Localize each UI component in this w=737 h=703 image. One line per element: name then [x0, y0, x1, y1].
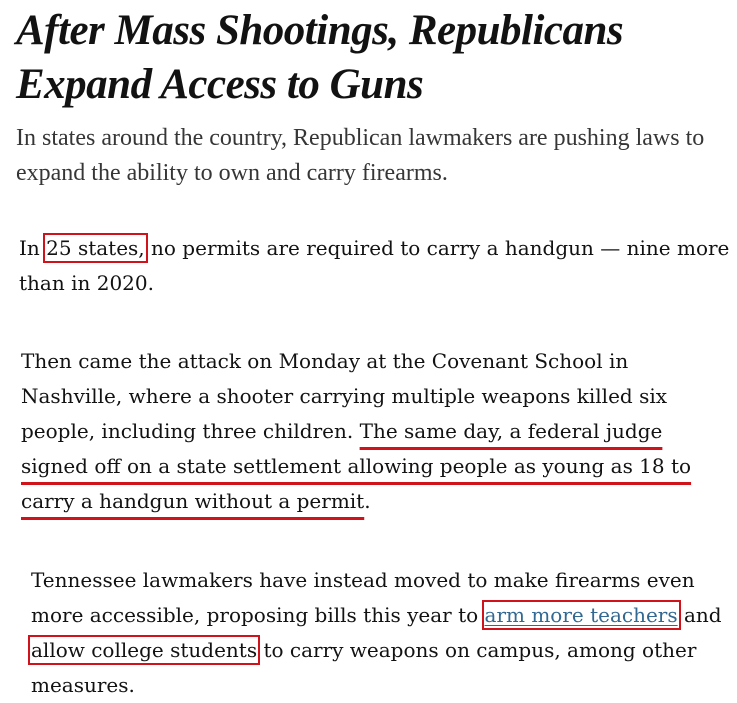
p1-text-pre: In: [19, 236, 47, 260]
p2-text-post: .: [364, 489, 371, 513]
p3-text-mid: and: [677, 603, 722, 627]
p3-text-post: to carry weapons on campus, among other measures.: [31, 638, 697, 697]
highlight-box-25-states[interactable]: 25 states,: [46, 236, 145, 260]
p1-text-post: no permits are required to carry a handgun — nine more than in 2020.: [19, 236, 730, 295]
article-summary: In states around the country, Republican lawmakers are pushing laws to expand the ability to own and carry firearms.: [16, 125, 705, 186]
p3-text-pre: Tennessee lawmakers have instead moved to make firearms even more accessible, proposing bills this year to: [31, 568, 695, 627]
p2-text-pre: Then came the attack on Monday at the Covenant School in Nashville, where a shooter carrying multiple weapons killed six people, including three children.: [21, 349, 668, 443]
headline: After Mass Shootings, Republicans Expand Access to Guns: [16, 7, 624, 108]
highlight-box-college-students[interactable]: allow college students: [31, 638, 258, 662]
paragraph-nashville: [21, 344, 733, 519]
paragraph-permits: [19, 231, 731, 301]
paragraph-tennessee: [31, 563, 733, 703]
highlight-underline-settlement: The same day, a federal judge signed off on a state settlement allowing people as young as 18 to carry a handgun without a permit: [21, 419, 692, 513]
link-arm-more-teachers[interactable]: arm more teachers: [484, 603, 678, 627]
